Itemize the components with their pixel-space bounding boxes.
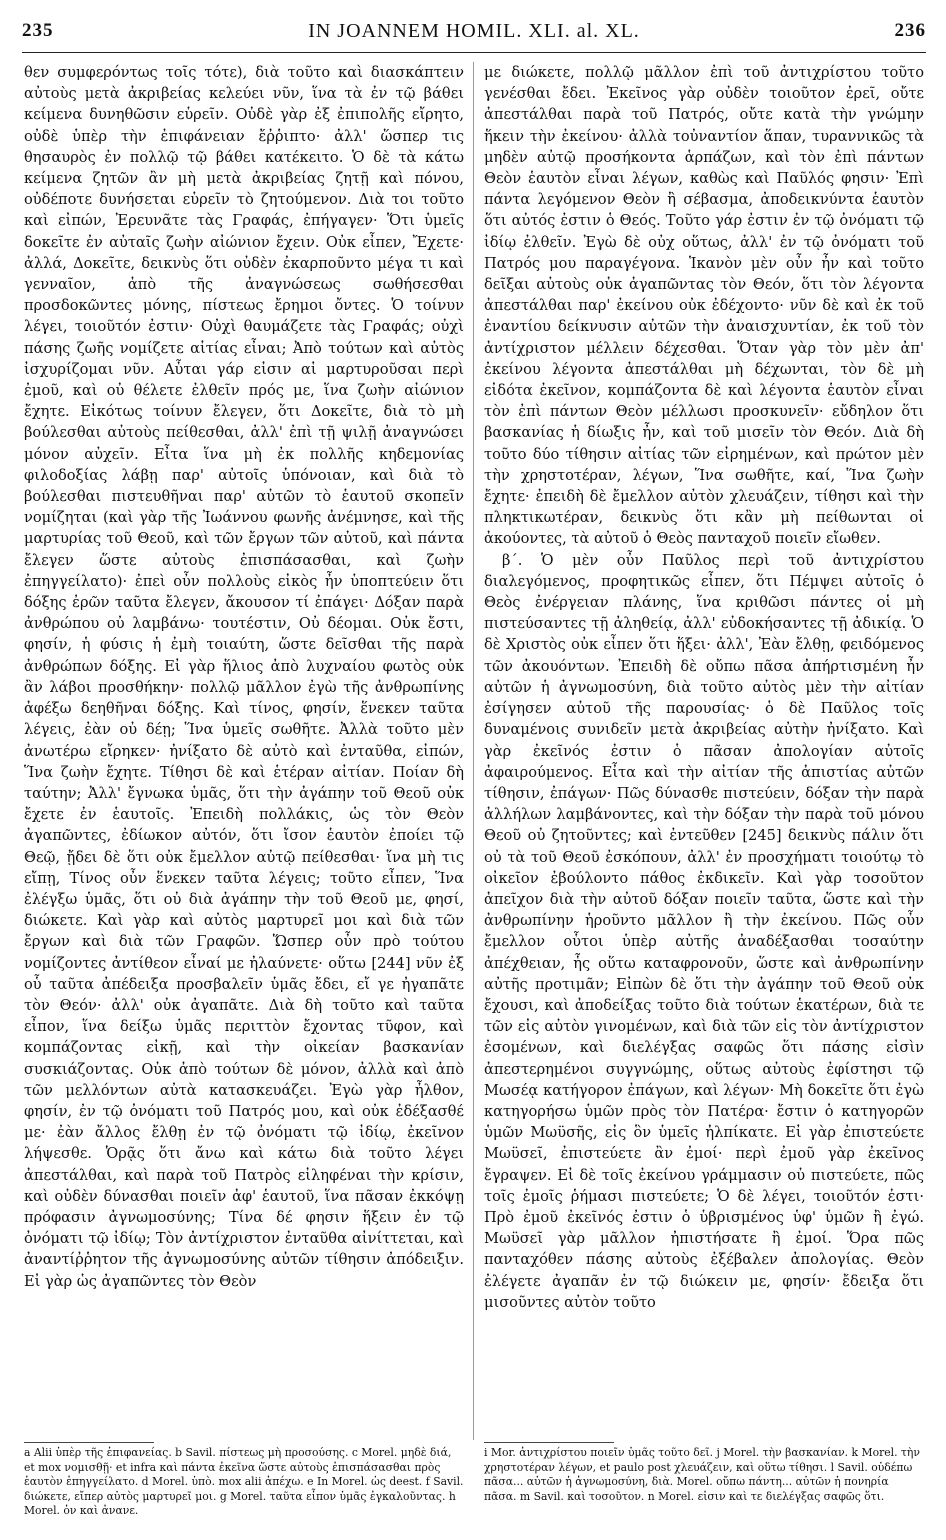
footnotes-left bbox=[24, 1446, 464, 1536]
running-title: IN JOANNEM HOMIL. XLI. al. XL. bbox=[308, 19, 640, 42]
page-number-right: 236 bbox=[894, 20, 926, 41]
right-column bbox=[484, 62, 924, 1440]
running-header bbox=[22, 16, 926, 46]
left-column-paragraph: θεν συμφερόντως τοῖς τότε), διὰ τοῦτο καὶ διασκάπτειν αὐτοὺς μετὰ ἀκριβείας κελεύει νῦν, ἵνα τὰ ἐν τῷ βάθει κείμενα δυνηθῶσιν εὑρεῖν. Οὐδὲ γὰρ ἐξ ἐπιπολῆς εἴρητο, οὐδὲ ὑπὲρ τὴν ἐπιφάνειαν ἔῤῥιπτο· ἀλλ' ὥσπερ τις θησαυρὸς ἐν πολλῷ τῷ βάθει κατέκειτο. Ὁ δὲ τὰ κάτω κείμενα ζητῶν ἂν μὴ μετὰ ἀκριβείας ζητῇ καὶ πόνου, οὐδέποτε δυνήσεται εὑρεῖν τὸ ζητούμενον. Διὰ τοι τοῦτο καὶ εἰπών, Ἐρευνᾶτε τὰς Γραφάς, ἐπήγαγεν· Ὅτι ὑμεῖς δοκεῖτε ἐν αὐταῖς ζωὴν αἰώνιον ἔχειν. Οὐκ εἶπεν, Ἔχετε· ἀλλά, Δοκεῖτε, δεικνὺς ὅτι οὐδὲν ἐκαρποῦντο μέγα τι καὶ γενναῖον, ἀπὸ τῆς ἀναγνώσεως σωθήσεσθαι προσδοκῶντες μόνης, πίστεως ἔρημοι ὄντες. Ὁ τοίνυν λέγει, τοιοῦτόν ἐστιν· Οὐχὶ θαυμάζετε τὰς Γραφάς; οὐχὶ πάσης ζωῆς νομίζετε αἰτίας εἶναι; Ἀπὸ τούτων καὶ αὐτὸς ἰσχυρίζομαι νῦν. Αὗται γάρ εἰσιν αἱ μαρτυροῦσαι περὶ ἐμοῦ, καὶ οὐ θέλετε ἐλθεῖν πρός με, ἵνα ζωὴν αἰώνιον ἔχητε. Εἰκότως τοίνυν ἔλεγεν, ὅτι Δοκεῖτε, διὰ τὸ μὴ βούλεσθαι αὐτοὺς πείθεσθαι, ἀλλ' ἐπὶ τῇ ψιλῇ ἀναγνώσει μόνον αὐχεῖν. Εἶτα ἵνα μὴ ἐκ πολλῆς κηδεμονίας φιλοδοξίας λάβῃ παρ' αὐτοῖς ὑπόνοιαν, καὶ διὰ τὸ βούλεσθαι πιστευθῆναι παρ' αὐτῶν τὸ ἑαυτοῦ σκοπεῖν νομίζηται (καὶ γὰρ τῆς Ἰωάννου φωνῆς ἀνέμνησε, καὶ τῆς μαρτυρίας τοῦ Θεοῦ, καὶ τῶν ἔργων τῶν αὐτοῦ, καὶ πάντα ἔλεγεν ὥστε αὐτοὺς ἐπισπάσασθαι, καὶ ζωὴν ἐπηγγείλατο)· ἐπεὶ οὖν πολλοὺς εἰκὸς ἦν ὑποπτεύειν ὅτι δόξης ἐρῶν ταῦτα ἔλεγεν, ἄκουσον τί ἐπάγει· Δόξαν παρὰ ἀνθρώπου οὐ λαμβάνω· τουτέστιν, Οὐ δέομαι. Οὐκ ἔστι, φησίν, ἡ φύσις ἡ ἐμὴ τοιαύτη, ὥστε δεῖσθαι τῆς παρὰ ἀνθρώπων δόξης. Εἰ γὰρ ἥλιος ἀπὸ λυχναίου φωτὸς οὐκ ἂν λάβοι προσθήκην· πολλῷ μᾶλλον ἐγὼ τῆς ἀνθρωπίνης ἀφέξω δεηθῆναι δόξης. Καὶ τίνος, φησίν, ἕνεκεν ταῦτα λέγεις, ἐὰν οὐ δέῃ; Ἵνα ὑμεῖς σωθῆτε. Ἀλλὰ τοῦτο μὲν ἀνωτέρω εἴρηκεν· ἠνίξατο δὲ αὐτὸ καὶ ἐνταῦθα, εἰπών, Ἵνα ζωὴν ἔχητε. Τίθησι δὲ καὶ ἑτέραν αἰτίαν. Ποίαν δὴ ταύτην; Ἀλλ' ἔγνωκα ὑμᾶς, ὅτι τὴν ἀγάπην τοῦ Θεοῦ οὐκ ἔχετε ἐν ἑαυτοῖς. Ἐπειδὴ πολλάκις, ὡς τὸν Θεὸν ἀγαπῶντες, ἐδίωκον αὐτόν, ὅτι ἴσον ἑαυτὸν ἐποίει τῷ Θεῷ, ᾔδει δὲ ὅτι οὐκ ἔμελλον αὐτῷ πείθεσθαι· ἵνα μὴ τις εἴπῃ, Τίνος οὖν ἕνεκεν ταῦτα λέγεις; τοῦτο εἶπεν, Ἵνα ἐλέγξω ὑμᾶς, ὅτι οὐ διὰ ἀγάπην τὴν τοῦ Θεοῦ με, φησί, διώκετε. Καὶ γὰρ καὶ αὐτὸς μαρτυρεῖ μοι καὶ διὰ τῶν ἔργων καὶ διὰ τῶν Γραφῶν. Ὥσπερ οὖν πρὸ τούτου νομίζοντες ἀντίθεον εἶναί με ἠλαύνετε· οὕτω [244] νῦν ἐξ οὗ ταῦτα ἀπέδειξα προσβαλεῖν ὑμᾶς ἔδει, εἴ γε ἠγαπᾶτε τὸν Θεόν· ἀλλ' οὐκ ἀγαπᾶτε. Διὰ δὴ τοῦτο καὶ ταῦτα εἶπον, ἵνα δείξω ὑμᾶς περιττὸν ἔχοντας τῦφον, καὶ κομπάζοντας εἰκῇ, καὶ τὴν οἰκείαν βασκανίαν συσκιάζοντας. Οὐκ ἀπὸ τούτων δὲ μόνον, ἀλλὰ καὶ ἀπὸ τῶν μελλόντων αὐτὰ κατασκευάζει. Ἐγὼ γὰρ ἦλθον, φησίν, ἐν τῷ ὀνόματι τοῦ Πατρός μου, καὶ οὐκ ἐδέξασθέ με· ἐὰν ἄλλος ἔλθῃ ἐν τῷ ὀνόματι τῷ ἰδίῳ, ἐκεῖνον λήψεσθε. Ὁρᾷς ὅτι ἄνω καὶ κάτω διὰ τοῦτο λέγει ἀπεστάλθαι, καὶ παρὰ τοῦ Πατρὸς εἰληφέναι τὴν κρίσιν, καὶ οὐδὲν δύνασθαι ποιεῖν ἀφ' ἑαυτοῦ, ἵνα πᾶσαν ἐκκόψῃ πρόφασιν ἀγνωμοσύνης; Τίνα δέ φησιν ἥξειν ἐν τῷ ὀνόματι τῷ ἰδίῳ; Τὸν ἀντίχριστον ἐνταῦθα αἰνίττεται, καὶ ἀναντίῤῥητον τῆς ἀγνωμοσύνης αὐτῶν τίθησιν ἀπόδειξιν. Εἰ γὰρ ὡς ἀγαπῶντες τὸν Θεὸν bbox=[24, 64, 464, 1290]
page-number-left: 235 bbox=[22, 20, 54, 41]
footnote-block-left: a Alii ὑπὲρ τῆς ἐπιφανείας. b Savil. πίστεως μὴ προσούσης. c Morel. μηδὲ διά, et mox νομισθῇ· et infra καὶ πάντα ἐκεῖνα ὥστε αὐτοὺς ἐπισπάσασθαι πρὸς ἑαυτὸν ἐπηγγείλατο. d Morel. ὑπὸ. mox alii ἀπέχω. e In Morel. ὡς deest. f Savil. διώκετε, εἴπερ αὐτὸς μαρτυρεῖ μοι. g Morel. ταῦτα εἶπον ὑμᾶς ἐγκαλοῦντας. h Morel. ὁν καὶ ἀνανε. bbox=[24, 1446, 464, 1518]
footnote-rule-left bbox=[24, 1442, 154, 1443]
left-column bbox=[24, 62, 464, 1440]
footnote-rule-right bbox=[484, 1442, 614, 1443]
right-column-paragraph-1: με διώκετε, πολλῷ μᾶλλον ἐπὶ τοῦ ἀντιχρίστου τοῦτο γενέσθαι ἔδει. Ἐκεῖνος γὰρ οὐδὲν τοιοῦτον ἐρεῖ, οὔτε ἀπεστάλθαι παρὰ τοῦ Πατρός, οὔτε κατὰ τὴν γνώμην ἥκειν τὴν ἐκείνου· ἀλλὰ τοὐναντίον ἅπαν, τυραννικῶς τὰ μηδὲν αὐτῷ προσήκοντα ἁρπάζων, καὶ τὸν ἐπὶ πάντων Θεὸν ἑαυτὸν εἶναι λέγων, καθὼς καὶ Παῦλός φησιν· Ἐπὶ πάντα λεγόμενον Θεὸν ἢ σέβασμα, ἀποδεικνύντα ἑαυτὸν ὅτι αὐτός ἐστιν ὁ Θεός. Τοῦτο γάρ ἐστιν ἐν τῷ ὀνόματι τῷ ἰδίῳ ἐλθεῖν. Ἐγὼ δὲ οὐχ οὕτως, ἀλλ' ἐν τῷ ὀνόματι τοῦ Πατρός μου παραγέγονα. Ἱκανὸν μὲν οὖν ἦν καὶ τοῦτο δεῖξαι αὐτοὺς οὐκ ἀγαπῶντας τὸν Θεόν, ὅτι τὸν λέγοντα ἀπεστάλθαι παρ' ἐκείνου οὐκ ἐδέχοντο· νῦν δὲ καὶ ἐκ τοῦ ἐναντίου δείκνυσιν αὐτῶν τὴν ἀναισχυντίαν, ἐκ τοῦ τὸν ἀντίχριστον μέλλειν δέχεσθαι. Ὅταν γὰρ τὸν μὲν ἀπ' ἐκείνου λέγοντα ἀπεστάλθαι μὴ δέχωνται, τὸν δὲ μὴ εἰδότα ἐκεῖνον, κομπάζοντα δὲ καὶ λέγοντα ἑαυτὸν εἶναι τὸν ἐπὶ πάντων Θεὸν μέλλωσι προσκυνεῖν· εὔδηλον ὅτι βασκανίας ἡ δίωξις ἦν, καὶ τοῦ μισεῖν τὸν Θεόν. Διὰ δὴ τοῦτο δύο τίθησιν αἰτίας τῶν εἰρημένων, καὶ πρώτον μὲν τὴν χρηστοτέραν, λέγων, Ἵνα σωθῆτε, καί, Ἵνα ζωὴν ἔχητε· ἐπειδὴ δὲ ἔμελλον αὐτὸν χλευάζειν, τίθησι καὶ τὴν πληκτικωτέραν, δεικνὺς ὅτι κἂν μὴ πείθωνται οἱ ἀκούοντες, τὰ αὐτοῦ ὁ Θεὸς πανταχοῦ ποιεῖν εἴωθεν. bbox=[484, 64, 924, 548]
column-divider bbox=[473, 62, 474, 1440]
header-rule bbox=[22, 52, 926, 53]
footnotes-right bbox=[484, 1446, 924, 1536]
footnote-block-right: i Mor. ἀντιχρίστου ποιεῖν ὑμᾶς τοῦτο δεῖ. j Morel. τὴν βασκανίαν. k Morel. τὴν χρηστοτέραν λέγων, et paulo post χλευάζειν, καὶ οὕτω τίθησι. l Savil. οὐδέπω πᾶσα... αὐτῶν ἡ ἀγνωμοσύνη, διὰ. Morel. οὔπω πάντη... αὐτῶν ἡ πονηρία πᾶσα. m Savil. καὶ τοσοῦτον. n Morel. εἰσιν καὶ τε διελέγξας σαφῶς ὅτι. bbox=[484, 1446, 920, 1503]
right-column-paragraph-2: β΄. Ὁ μὲν οὖν Παῦλος περὶ τοῦ ἀντιχρίστου διαλεγόμενος, προφητικῶς εἶπεν, ὅτι Πέμψει αὐτοῖς ὁ Θεὸς ἐνέργειαν πλάνης, ἵνα κριθῶσι πάντες οἱ μὴ πιστεύσαντες τῇ ἀληθείᾳ, ἀλλ' εὐδοκήσαντες τῇ ἀδικίᾳ. Ὁ δὲ Χριστὸς οὐκ εἶπεν ὅτι ἥξει· ἀλλ', Ἐὰν ἔλθῃ, φειδόμενος τῶν ἀκουόντων. Ἐπειδὴ δὲ οὔπω πᾶσα ἀπήρτισμένη ἦν αὐτῶν ἡ ἀγνωμοσύνη, διὰ τοῦτο αὐτὸς μὲν τὴν αἰτίαν ἐσίγησεν αὐτοῦ τῆς παρουσίας· ὁ δὲ Παῦλος τοῖς δυναμένοις συνιδεῖν μετὰ ἀκριβείας αὐτὴν ἠνίξατο. Καὶ γὰρ ἐκεῖνός ἐστιν ὁ πᾶσαν ἀπολογίαν αὐτοῖς ἀφαιρούμενος. Εἶτα καὶ τὴν αἰτίαν τῆς ἀπιστίας αὐτῶν τίθησιν, ἐπάγων· Πῶς δύνασθε πιστεύειν, δόξαν τὴν παρὰ ἀλλήλων λαμβάνοντες, καὶ τὴν δόξαν τὴν παρὰ τοῦ μόνου Θεοῦ οὐ ζητοῦντες; καὶ ἐντεῦθεν [245] δεικνὺς πάλιν ὅτι οὐ τὰ τοῦ Θεοῦ ἐσκόπουν, ἀλλ' ἐν προσχήματι τοιούτῳ τὸ οἰκεῖον ἐβούλοντο πάθος ἐκδικεῖν. Καὶ γὰρ τοσοῦτον ἀπεῖχον διὰ τὴν αὐτοῦ δόξαν ποιεῖν ταῦτα, ὥστε καὶ τὴν ἀνθρωπίνην ἡροῦντο μᾶλλον ἢ τὴν ἐκείνου. Πῶς οὖν ἔμελλον οὗτοι ὑπὲρ αὐτῆς ἀναδέξασθαι τοσαύτην ἀπέχθειαν, ἧς οὕτω καταφρονοῦν, ὥστε καὶ ἀνθρωπίνην αὐτῆς προτιμᾶν; Εἰπὼν δὲ ὅτι τὴν ἀγάπην τοῦ Θεοῦ οὐκ ἔχουσι, καὶ ἀποδείξας τοῦτο διὰ τούτων ἑκατέρων, διὰ τε τῶν εἰς αὐτὸν γινομένων, καὶ διὰ τῶν εἰς τὸν ἀντίχριστον ἐσομένων, καὶ διελέγξας σαφῶς ὅτι πάσης εἰσὶν ἀπεστερημένοι συγγνώμης, οὕτως αὐτοὺς ἐφίστησι τῷ Μωσέᾳ κατήγορον ἐπάγων, καὶ λέγων· Μὴ δοκεῖτε ὅτι ἐγὼ κατηγορήσω ὑμῶν πρὸς τὸν Πατέρα· ἔστιν ὁ κατηγορῶν ὑμῶν Μωϋσῆς, εἰς ὃν ὑμεῖς ἠλπίκατε. Εἰ γὰρ ἐπιστεύετε Μωϋσεῖ, ἐπιστεύετε ἂν ἐμοί· περὶ ἐμοῦ γὰρ ἐκεῖνος ἔγραψεν. Εἰ δὲ τοῖς ἐκείνου γράμμασιν οὐ πιστεύετε, πῶς τοῖς ἐμοῖς ῥήμασι πιστεύετε; Ὁ δὲ λέγει, τοιοῦτόν ἐστι· Πρὸ ἐμοῦ ἐκεῖνός ἐστιν ὁ ὑβρισμένος ὑφ' ὑμῶν ἢ ἐγώ. Μωϋσεῖ γὰρ μᾶλλον ἠπιστήσατε ἢ ἐμοί. Ὅρα πῶς πανταχόθεν πάσης αὐτοὺς ἐξέβαλεν ἀπολογίας. Θεὸν ἐλέγετε ἀγαπᾶν ἐν τῷ διώκειν με, φησίν· ἔδειξα ὅτι μισοῦντες αὐτὸν τοῦτο bbox=[484, 551, 924, 1311]
